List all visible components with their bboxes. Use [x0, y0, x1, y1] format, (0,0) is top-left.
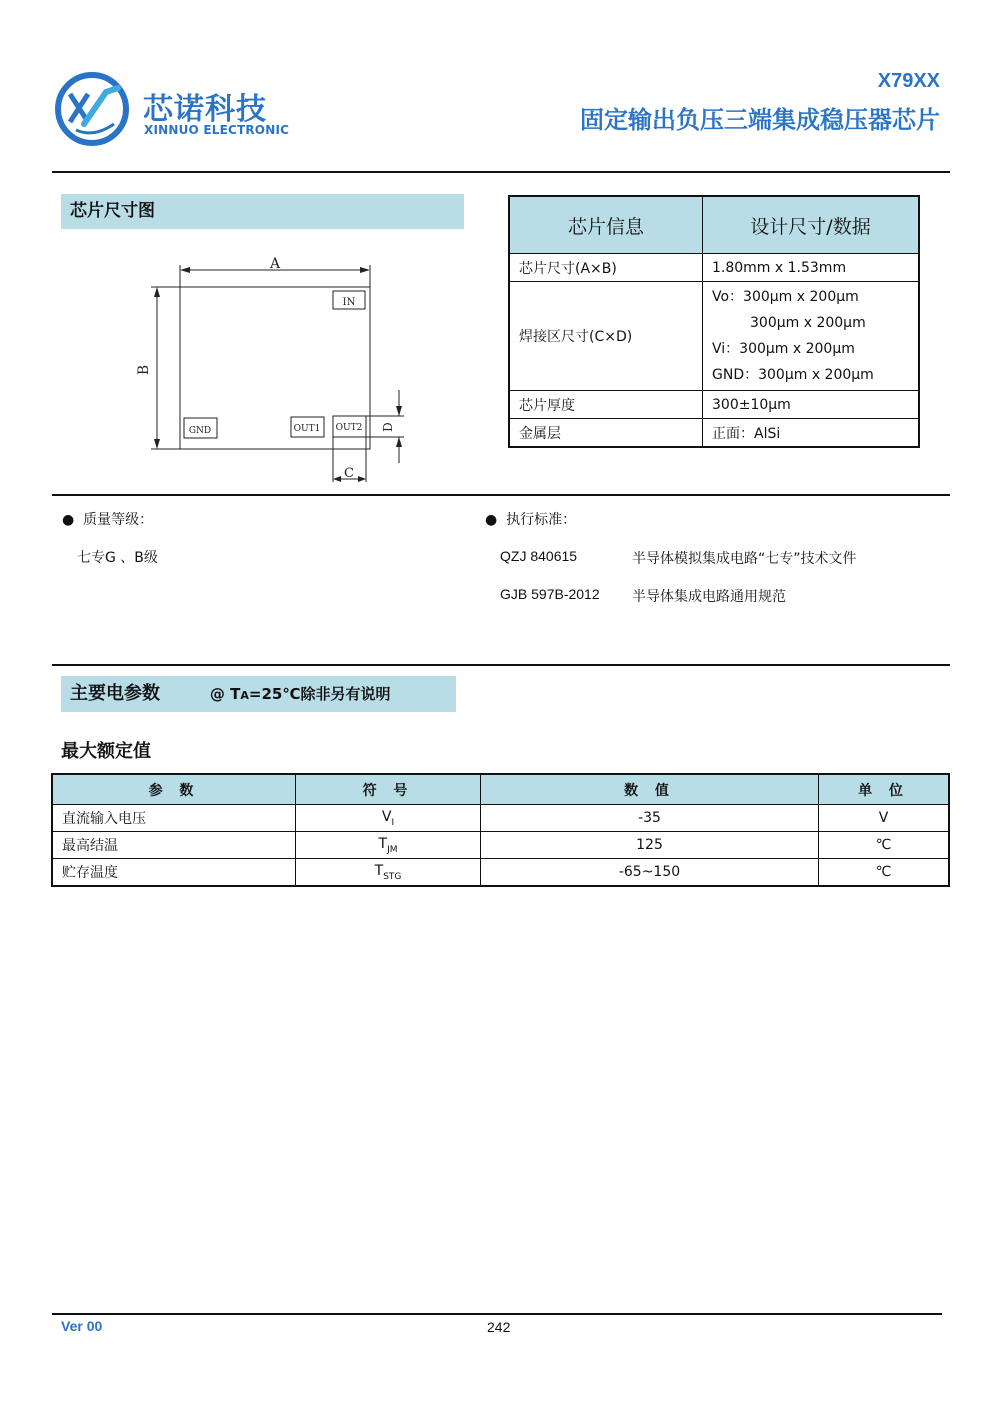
chip-info-label: 焊接区尺寸(C×D)	[509, 282, 703, 391]
table-row	[52, 832, 949, 859]
table-row	[509, 254, 919, 282]
pad-size-line: GND：300μm x 200μm	[712, 367, 874, 383]
chip-info-header-1: 芯片信息	[509, 196, 703, 254]
rating-symbol	[296, 805, 481, 832]
rating-param: 最高结温	[52, 832, 296, 859]
rating-header-unit: 单 位	[819, 774, 950, 805]
symbol-sub: JM	[387, 844, 398, 855]
condition-note	[210, 685, 391, 703]
chip-info-header-2: 设计尺寸/数据	[703, 196, 920, 254]
symbol-sub: STG	[383, 871, 402, 882]
rating-header-param: 参 数	[52, 774, 296, 805]
pad-size-line: 300μm x 200μm	[750, 315, 866, 331]
quality-label-text: 质量等级：	[83, 512, 154, 528]
rating-unit: V	[819, 805, 950, 832]
table-row	[52, 859, 949, 887]
pad-size-line: Vi：300μm x 200μm	[712, 341, 855, 357]
chip-section-heading	[61, 194, 464, 229]
chip-info-value: 1.80mm x 1.53mm	[703, 254, 920, 282]
standard-code: GJB 597B-2012	[500, 586, 600, 602]
chip-dimension-diagram	[136, 250, 416, 490]
section-rule	[52, 494, 950, 496]
max-ratings-table	[51, 773, 950, 887]
version-label: Ver 00	[61, 1318, 103, 1334]
dimension-label-a: A	[269, 256, 281, 272]
table-row	[509, 282, 919, 391]
chip-section-heading-text: 芯片尺寸图	[70, 201, 155, 221]
standard-code: QZJ 840615	[500, 548, 578, 564]
brand-name-en: XINNUO ELECTRONIC	[144, 123, 290, 137]
electrical-section-heading	[61, 676, 456, 712]
electrical-heading-text: 主要电参数	[70, 683, 160, 704]
dimension-label-b: B	[136, 364, 152, 376]
chip-info-label: 芯片尺寸(A×B)	[509, 254, 703, 282]
rating-unit: ℃	[819, 859, 950, 887]
chip-info-table	[508, 195, 920, 448]
chip-info-value-multiline	[703, 282, 920, 391]
brand-name-cn: 芯诺科技	[143, 92, 267, 127]
pad-label-out1: OUT1	[293, 424, 321, 434]
page-number: 242	[487, 1319, 511, 1335]
footer-rule	[52, 1313, 942, 1315]
pad-size-line: Vo：300μm x 200μm	[712, 289, 859, 305]
rating-header-value: 数 值	[481, 774, 819, 805]
condition-sub: A	[240, 689, 249, 702]
chip-info-label: 芯片厚度	[509, 391, 703, 419]
rating-unit: ℃	[819, 832, 950, 859]
symbol-main: T	[378, 835, 388, 852]
pad-label-gnd: GND	[188, 426, 212, 436]
dimension-label-d: D	[381, 422, 395, 432]
condition-prefix: @ T	[209, 685, 241, 703]
max-ratings-heading: 最大额定值	[61, 741, 151, 762]
pad-label-out2: OUT2	[335, 423, 363, 433]
rating-value: -35	[481, 805, 819, 832]
symbol-main: V	[381, 808, 392, 825]
quality-value: 七专G 、B级	[77, 550, 158, 566]
rating-header-symbol: 符 号	[296, 774, 481, 805]
bullet-dot-icon: ●	[62, 512, 75, 528]
header-rule	[52, 171, 950, 173]
condition-suffix: =25℃除非另有说明	[248, 685, 391, 703]
standard-desc: 半导体模拟集成电路“七专”技术文件	[632, 551, 857, 567]
standards-label	[485, 509, 576, 529]
xinnuo-logo-icon	[54, 72, 132, 146]
rating-value: -65~150	[481, 859, 819, 887]
dimension-label-c: C	[344, 466, 354, 481]
bullet-dot-icon: ●	[485, 512, 498, 528]
table-row	[509, 391, 919, 419]
rating-param: 贮存温度	[52, 859, 296, 887]
symbol-main: T	[374, 862, 384, 879]
section-rule	[52, 664, 950, 666]
rating-param: 直流输入电压	[52, 805, 296, 832]
product-model: X79XX	[877, 70, 940, 92]
chip-info-label: 金属层	[509, 419, 703, 448]
standards-label-text: 执行标准：	[506, 512, 577, 528]
symbol-sub: I	[391, 817, 395, 828]
table-row	[52, 805, 949, 832]
pad-label-in: IN	[342, 297, 356, 308]
standard-desc: 半导体集成电路通用规范	[632, 589, 786, 605]
table-row	[509, 419, 919, 448]
chip-info-value: 正面：AlSi	[703, 419, 920, 448]
product-title: 固定输出负压三端集成稳压器芯片	[580, 106, 940, 134]
rating-symbol	[296, 859, 481, 887]
rating-value: 125	[481, 832, 819, 859]
chip-info-value: 300±10μm	[703, 391, 920, 419]
rating-symbol	[296, 832, 481, 859]
quality-label	[62, 509, 153, 529]
